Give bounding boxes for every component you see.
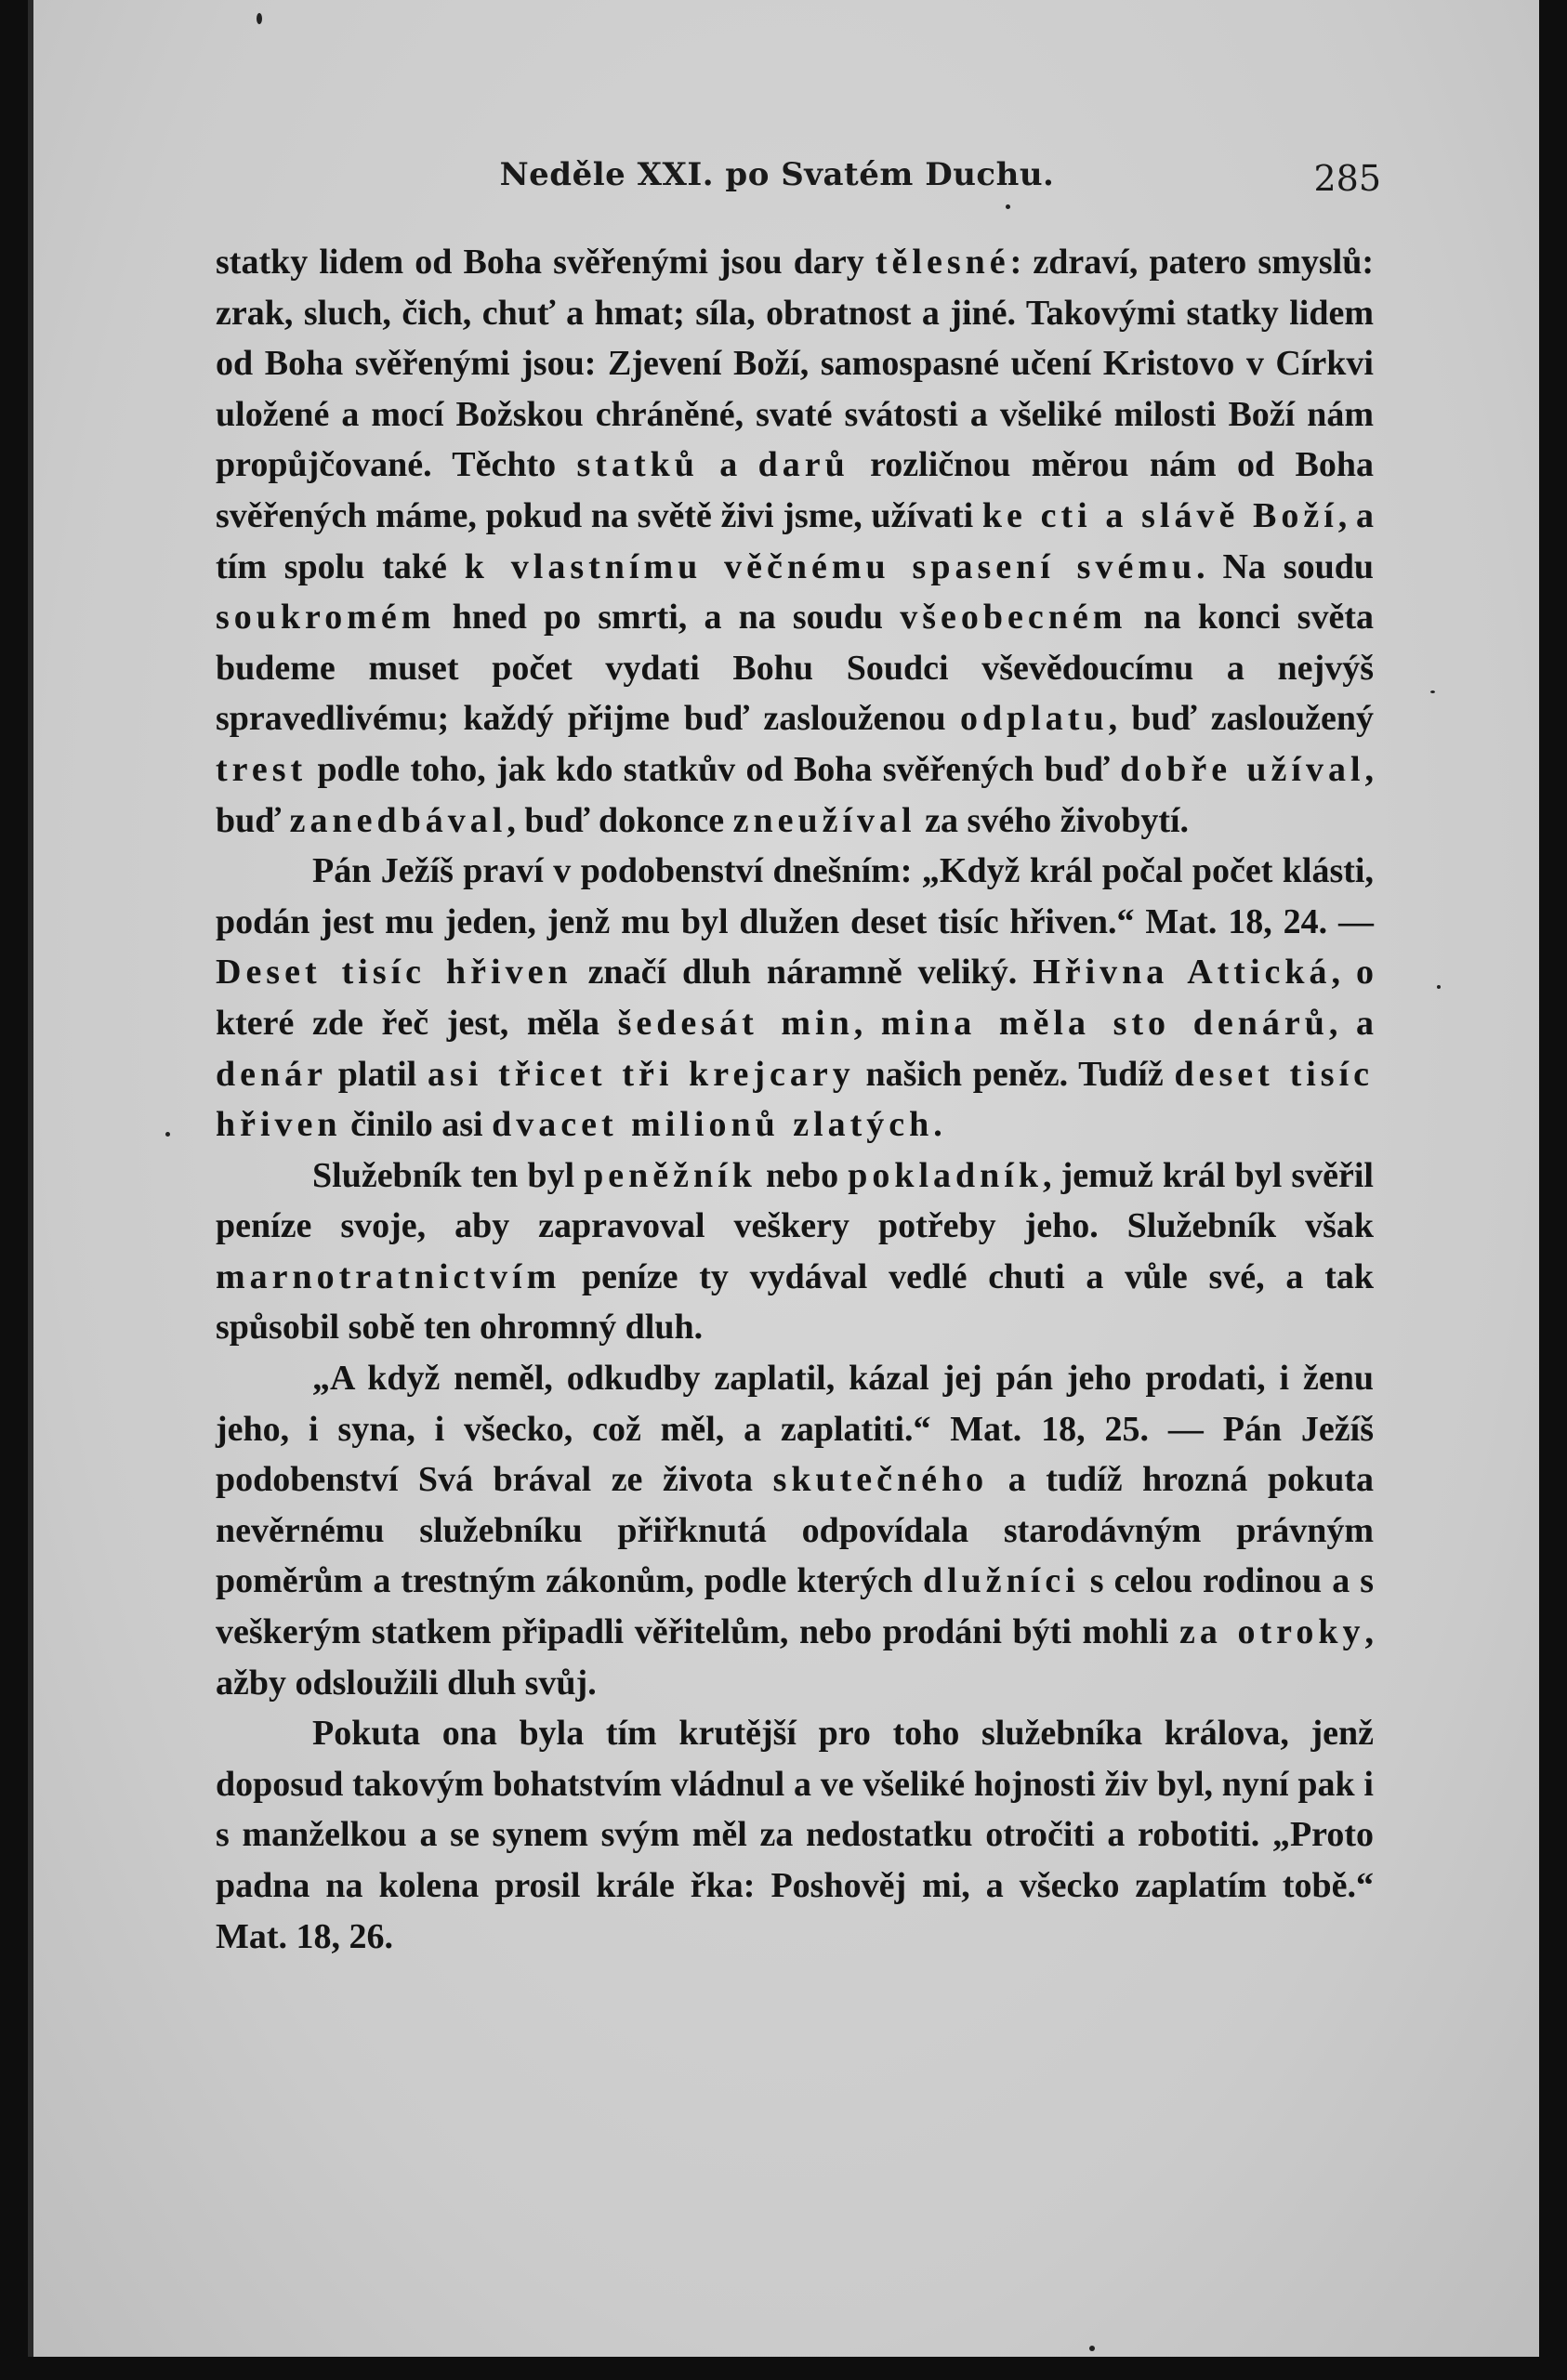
text-segment: ,	[853, 1003, 881, 1043]
text-segment: . Na soudu	[1196, 546, 1374, 586]
text-segment: : zdraví, patero smyslů: zrak, sluch, čich, chuť a hmat; síla, obratnost a jiné. Takovými statky lidem od Boha svěřenými jsou: Zjevení Boží, samospasné učení Kristovo v Církvi uložené a mocí Božskou chráněné, svaté svátosti a všeliké milosti Boží nám propůjčované. Těchto	[216, 243, 1375, 485]
emphasis-spaced-text: všeobecném	[900, 598, 1127, 638]
text-segment: , a	[1328, 1003, 1374, 1043]
emphasis-spaced-text: dvacet milionů zlatých	[492, 1105, 934, 1145]
text-segment: peníze ty vydával vedlé chuti a vůle své, a tak spůsobil sobě ten ohromný dluh.	[216, 1256, 1374, 1348]
scan-speck	[257, 13, 262, 24]
page-header	[173, 156, 1381, 203]
emphasis-spaced-text: darů	[757, 445, 849, 485]
emphasis-spaced-text: zneužíval	[732, 800, 916, 840]
emphasis-spaced-text: asi třicet tři krejcary	[427, 1054, 855, 1094]
book-page	[28, 0, 1539, 2357]
text-segment: na konci světa budeme muset počet vydati Bohu Soudci vševědoucímu a nejvýš spravedlivému; každý přijme buď zaslouženou	[216, 598, 1374, 739]
text-segment: Služebník ten byl	[312, 1155, 585, 1195]
scan-speck	[1437, 985, 1441, 989]
text-segment: „A když neměl, odkudby zaplatil, kázal jej pán jeho prodati, i ženu jeho, i syna, i všecko, což měl, a zaplatiti.“ Mat. 18, 25. — Pán Ježíš podobenství Svá brával ze života	[216, 1359, 1374, 1500]
scan-speck	[1089, 2346, 1095, 2351]
scan-speck	[1006, 204, 1010, 209]
text-segment: Pokuta ona byla tím krutější pro toho služebníka králova, jenž doposud takovým bohatstvím vládnul a ve všeliké hojnosti živ byl, nyní pak i s manželkou a se synem svým měl za nedostatku otročiti a robotiti. „Proto padna na kolena prosil krále řka: Poshověj mi, a všecko zaplatím tobě.“ Mat. 18, 26.	[216, 1714, 1374, 1956]
emphasis-spaced-text: odplatu	[959, 699, 1109, 739]
text-segment: , buď zasloužený	[1108, 699, 1375, 739]
text-segment: statky lidem od Boha svěřenými jsou dary	[216, 243, 876, 282]
text-segment: , buď	[216, 749, 1375, 840]
text-segment: .	[933, 1105, 942, 1145]
emphasis-spaced-text: pokladník	[848, 1155, 1044, 1195]
emphasis-spaced-text: soukromém	[216, 598, 436, 638]
text-segment: rozličnou měrou nám od Boha svěřených máme, pokud na světě živi jsme, užívati	[216, 445, 1375, 535]
page-number: 285	[1313, 158, 1381, 199]
running-title: Neděle XXI. po Svatém Duchu.	[499, 156, 1055, 193]
emphasis-spaced-text: za otroky	[1179, 1612, 1365, 1652]
emphasis-spaced-text: marnotratnictvím	[216, 1256, 561, 1296]
paragraph	[216, 1708, 1374, 1962]
text-segment: a tudíž hrozná pokuta nevěrnému služebníku přiřknutá odpovídala starodávným právným poměrům a trestným zákonům, podle kterých	[216, 1460, 1375, 1601]
text-segment: s celou rodinou a s veškerým statkem připadli věřitelům, nebo prodáni býti mohli	[216, 1561, 1374, 1652]
text-segment: hned po smrti, a na soudu	[435, 598, 901, 638]
text-segment: za svého živobytí.	[915, 800, 1190, 840]
text-segment: , ažby odsloužili dluh svůj.	[216, 1612, 1374, 1703]
text-segment: a	[698, 445, 758, 485]
paragraph	[216, 846, 1374, 1151]
paragraph	[216, 1151, 1374, 1353]
emphasis-spaced-text: skutečného	[772, 1460, 989, 1500]
emphasis-spaced-text: dlužníci	[922, 1561, 1080, 1601]
emphasis-spaced-text: Hřivna Attická	[1033, 953, 1332, 993]
body-text	[216, 237, 1374, 1962]
text-segment: nebo	[756, 1155, 849, 1195]
emphasis-spaced-text: denár	[216, 1054, 327, 1094]
emphasis-spaced-text: trest	[216, 749, 308, 789]
emphasis-spaced-text: šedesát min	[617, 1003, 854, 1043]
emphasis-spaced-text: mina měla sto denárů	[880, 1003, 1329, 1043]
emphasis-spaced-text: ke cti a slávě Boží	[981, 495, 1338, 535]
emphasis-spaced-text: statků	[576, 445, 699, 485]
text-segment: , buď dokonce	[507, 800, 733, 840]
emphasis-spaced-text: deset tisíc hřiven	[216, 1054, 1374, 1145]
text-segment: podle toho, jak kdo statkův od Boha svěřených buď	[307, 749, 1121, 789]
text-segment: Pán Ježíš praví v podobenství dnešním: „Když král počal počet klásti, podán jest mu jeden, jenž mu byl dlužen deset tisíc hřiven.“ Mat. 18, 24. —	[216, 851, 1374, 941]
text-segment: značí dluh náramně veliký.	[572, 953, 1034, 993]
emphasis-spaced-text: tělesné	[875, 243, 1010, 282]
emphasis-spaced-text: k vlastnímu věčnému spasení svému	[464, 546, 1197, 586]
text-segment: činilo asi	[341, 1105, 493, 1145]
text-segment: platil	[327, 1054, 428, 1094]
paragraph	[216, 1353, 1374, 1708]
text-segment: , a tím spolu také	[216, 495, 1375, 586]
emphasis-spaced-text: dobře užíval	[1120, 749, 1365, 789]
scan-speck	[1430, 690, 1435, 693]
text-segment: , o které zde řeč jest, měla	[216, 953, 1375, 1043]
paragraph	[216, 237, 1374, 846]
emphasis-spaced-text: Deset tisíc hřiven	[216, 953, 573, 993]
emphasis-spaced-text: zanedbával	[289, 800, 507, 840]
text-segment: , jemuž král byl svěřil peníze svoje, aby zapravoval veškery potřeby jeho. Služebník však	[216, 1155, 1374, 1246]
text-segment: našich peněz. Tudíž	[854, 1054, 1175, 1094]
scan-speck	[165, 1132, 170, 1137]
emphasis-spaced-text: peněžník	[584, 1155, 757, 1195]
